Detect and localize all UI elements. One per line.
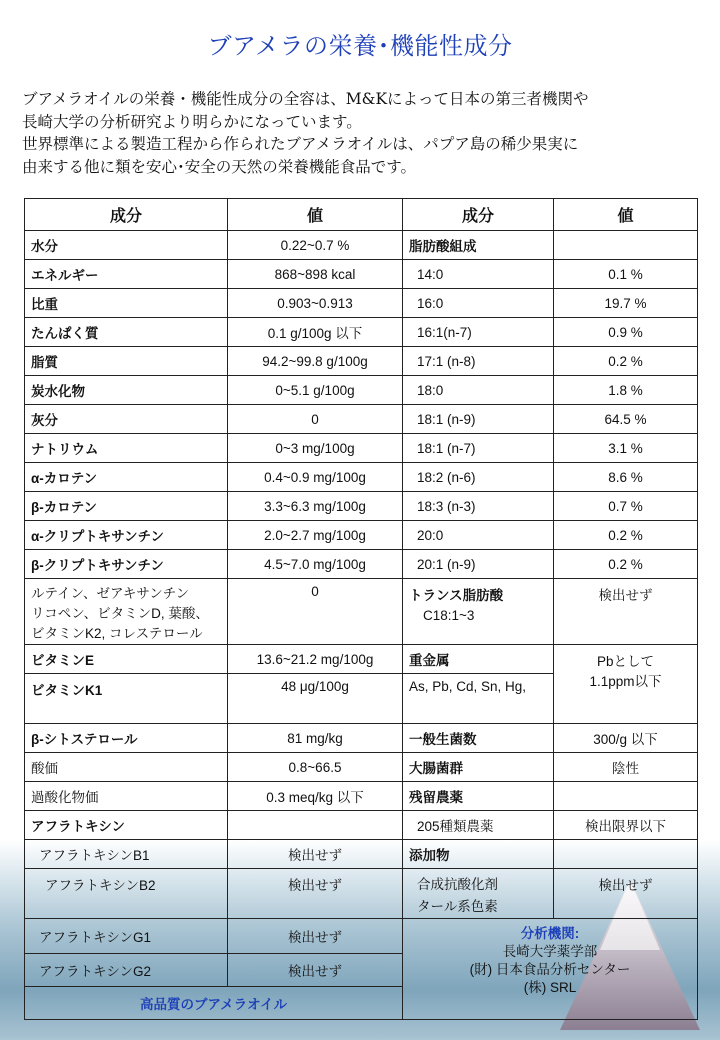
component-name: α-カロテン	[25, 463, 228, 492]
component-name: 脂質	[25, 347, 228, 376]
labs-heading: 分析機関:	[520, 926, 580, 941]
fatty-acid-value: 0.7 %	[554, 492, 698, 521]
fatty-acid-name: 14:0	[403, 260, 554, 289]
fatty-acid-value: 8.6 %	[554, 463, 698, 492]
component-value: 0	[228, 405, 403, 434]
labs-line: (財) 日本食品分析センター	[469, 962, 631, 977]
labs-line: 長崎大学薬学部	[502, 944, 598, 959]
test-value	[554, 782, 698, 811]
table-row	[25, 579, 698, 645]
misc-line: ビタミンK2, コレステロール	[31, 626, 203, 641]
test-name: 残留農薬	[403, 782, 554, 811]
vitamin-k1-value: 48 μg/100g	[228, 674, 403, 724]
component-value: 検出せず	[228, 840, 403, 869]
component-name: β-カロテン	[25, 492, 228, 521]
aflatoxin-g1-value: 検出せず	[228, 919, 403, 954]
component-value: 0~3 mg/100g	[228, 434, 403, 463]
component-name: アフラトキシン	[25, 811, 228, 840]
misc-line: ルテイン、ゼアキサンチン	[31, 586, 190, 601]
footer-tagline: 高品質のブアメラオイル	[25, 987, 403, 1020]
table-row	[25, 463, 698, 492]
intro-line: 長崎大学の分析研究より明らかになっています。	[22, 112, 362, 131]
additive-line: タール系色素	[417, 899, 498, 914]
test-name: 一般生菌数	[403, 724, 554, 753]
fatty-acid-value: 3.1 %	[554, 434, 698, 463]
trans-fat-cell	[403, 579, 554, 645]
intro-text	[22, 88, 702, 178]
misc-value: 0	[228, 579, 403, 645]
aflatoxin-b2-value: 検出せず	[228, 869, 403, 919]
component-value: 3.3~6.3 mg/100g	[228, 492, 403, 521]
fatty-acid-name: 18:1 (n-9)	[403, 405, 554, 434]
trans-fat-value: 検出せず	[554, 579, 698, 645]
component-name: エネルギー	[25, 260, 228, 289]
table-row	[25, 492, 698, 521]
fatty-acid-name: 16:1(n-7)	[403, 318, 554, 347]
table-row	[25, 919, 698, 954]
aflatoxin-g2-label: アフラトキシンG2	[25, 954, 228, 987]
table-row	[25, 318, 698, 347]
nutrition-table	[24, 198, 698, 1020]
table-row	[25, 869, 698, 919]
aflatoxin-g2-value: 検出せず	[228, 954, 403, 987]
component-value: 81 mg/kg	[228, 724, 403, 753]
table-row	[25, 811, 698, 840]
fatty-acid-value: 0.2 %	[554, 550, 698, 579]
component-value: 0~5.1 g/100g	[228, 376, 403, 405]
trans-fat-label: トランス脂肪酸	[409, 588, 504, 603]
fatty-acid-name: 18:2 (n-6)	[403, 463, 554, 492]
page-title: ブアメラの栄養･機能性成分	[207, 32, 513, 60]
heavy-metal-label: 重金属	[403, 645, 554, 674]
table-row	[25, 782, 698, 811]
fatty-acid-name: 20:0	[403, 521, 554, 550]
fatty-acid-value: 1.8 %	[554, 376, 698, 405]
component-name: 酸価	[25, 753, 228, 782]
labs-line: (株) SRL	[523, 980, 577, 995]
intro-line: 由来する他に類を安心･安全の天然の栄養機能食品です。	[22, 157, 417, 176]
table-row	[25, 645, 698, 674]
fatty-acid-name: 18:0	[403, 376, 554, 405]
component-value: 0.8~66.5	[228, 753, 403, 782]
test-value: 300/g 以下	[554, 724, 698, 753]
additive-line: 合成抗酸化剤	[417, 877, 498, 892]
fatty-acid-value: 0.2 %	[554, 521, 698, 550]
component-value: 0.3 meq/kg 以下	[228, 782, 403, 811]
component-name: 過酸化物価	[25, 782, 228, 811]
intro-line: ブアメラオイルの栄養・機能性成分の全容は、M&Kによって日本の第三者機関や	[22, 90, 589, 108]
table-row	[25, 231, 698, 260]
test-name: 205種類農薬	[403, 811, 554, 840]
component-value: 0.1 g/100g 以下	[228, 318, 403, 347]
component-name: α-クリプトキサンチン	[25, 521, 228, 550]
fatty-acid-name: 20:1 (n-9)	[403, 550, 554, 579]
table-row	[25, 724, 698, 753]
fatty-acid-name: 16:0	[403, 289, 554, 318]
table-row	[25, 405, 698, 434]
heavy-metal-line: 1.1ppm以下	[589, 674, 662, 689]
table-row	[25, 840, 698, 869]
misc-nutrients	[25, 579, 228, 645]
component-name: β-クリプトキサンチン	[25, 550, 228, 579]
component-value: 4.5~7.0 mg/100g	[228, 550, 403, 579]
test-name: 大腸菌群	[403, 753, 554, 782]
table-header-row	[25, 199, 698, 231]
fatty-acid-value: 64.5 %	[554, 405, 698, 434]
header-value: 値	[228, 199, 403, 231]
fatty-acid-name: 18:1 (n-7)	[403, 434, 554, 463]
table-row	[25, 521, 698, 550]
fatty-acid-value: 19.7 %	[554, 289, 698, 318]
component-value: 0.22~0.7 %	[228, 231, 403, 260]
misc-line: リコペン、ビタミンD, 葉酸、	[31, 606, 209, 621]
component-value: 0.903~0.913	[228, 289, 403, 318]
vitamin-e-value: 13.6~21.2 mg/100g	[228, 645, 403, 674]
fatty-acid-name: 17:1 (n-8)	[403, 347, 554, 376]
additives-value: 検出せず	[554, 869, 698, 919]
component-name: 水分	[25, 231, 228, 260]
component-name: アフラトキシンB1	[25, 840, 228, 869]
component-value: 94.2~99.8 g/100g	[228, 347, 403, 376]
component-name: 炭水化物	[25, 376, 228, 405]
fatty-acid-value: 0.1 %	[554, 260, 698, 289]
analysis-labs	[403, 919, 698, 1020]
table-row	[25, 753, 698, 782]
heavy-metal-line: Pbとして	[596, 654, 654, 669]
test-name: 添加物	[403, 840, 554, 869]
test-value: 検出限界以下	[554, 811, 698, 840]
component-value	[228, 811, 403, 840]
test-value	[554, 840, 698, 869]
table-row	[25, 434, 698, 463]
component-value: 0.4~0.9 mg/100g	[228, 463, 403, 492]
component-name: ナトリウム	[25, 434, 228, 463]
component-name: たんぱく質	[25, 318, 228, 347]
intro-line: 世界標準による製造工程から作られたブアメラオイルは、パプア島の稀少果実に	[22, 135, 579, 153]
table-row	[25, 347, 698, 376]
vitamin-e-label: ビタミンE	[25, 645, 228, 674]
fatty-acid-name: 脂肪酸組成	[403, 231, 554, 260]
header-value: 値	[554, 199, 698, 231]
test-value: 陰性	[554, 753, 698, 782]
component-name: 灰分	[25, 405, 228, 434]
component-name: 比重	[25, 289, 228, 318]
component-value: 2.0~2.7 mg/100g	[228, 521, 403, 550]
component-name: β-シトステロール	[25, 724, 228, 753]
header-component: 成分	[25, 199, 228, 231]
fatty-acid-value: 0.9 %	[554, 318, 698, 347]
fatty-acid-value: 0.2 %	[554, 347, 698, 376]
table-row	[25, 550, 698, 579]
heavy-metal-value	[554, 645, 698, 724]
aflatoxin-g1-label: アフラトキシンG1	[25, 919, 228, 954]
trans-fat-sub: C18:1~3	[423, 608, 475, 623]
fatty-acid-name: 18:3 (n-3)	[403, 492, 554, 521]
header-component: 成分	[403, 199, 554, 231]
table-row	[25, 376, 698, 405]
heavy-metal-list: As, Pb, Cd, Sn, Hg,	[403, 674, 554, 724]
table-row	[25, 260, 698, 289]
fatty-acid-value	[554, 231, 698, 260]
aflatoxin-b2-label: アフラトキシンB2	[25, 869, 228, 919]
table-row	[25, 289, 698, 318]
component-value: 868~898 kcal	[228, 260, 403, 289]
vitamin-k1-label: ビタミンK1	[25, 674, 228, 724]
additives-list	[403, 869, 554, 919]
